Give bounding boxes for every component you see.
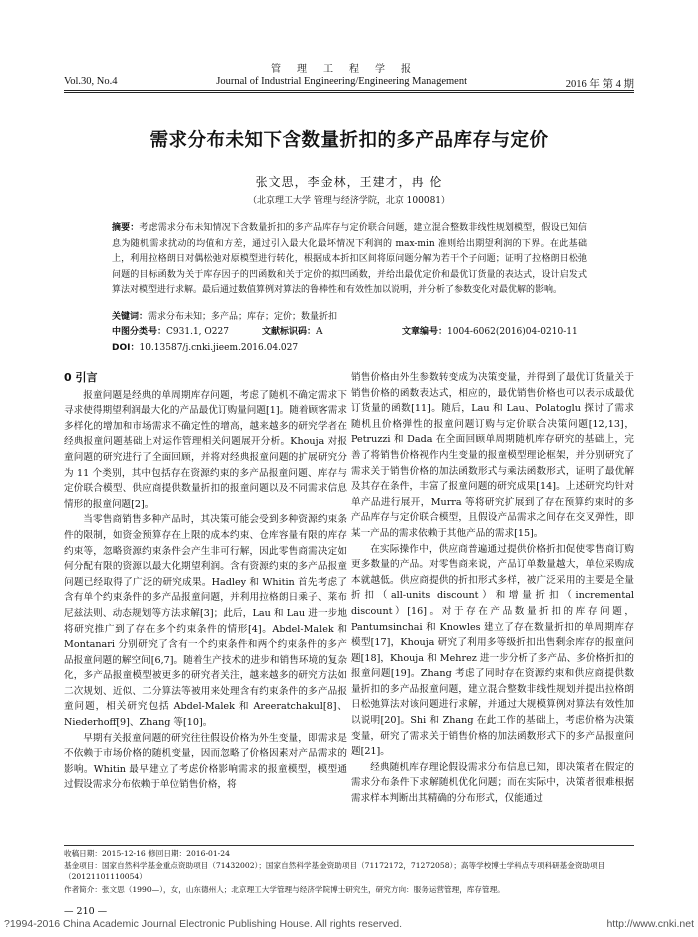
footnote-received: 收稿日期：2015-12-16 修回日期：2016-01-24 [64, 849, 230, 858]
page-number: — 210 — [64, 906, 108, 917]
keywords-label: 关键词： [112, 312, 149, 322]
copyright-text: ?1994-2016 China Academic Journal Electronic Publishing House. All rights reserved. [4, 918, 403, 930]
doi-label: DOI： [112, 343, 140, 353]
copyright-bar [0, 918, 698, 930]
paragraph: 当零售商销售多种产品时，其决策可能会受到多种资源约束条件的限制，如资金预算存在上限的成本约束、仓库容量有限的库存约束等，忽略资源约束条件会产生非可行解，因此零售商需决定如何分配有限的资源以最大化期望利润。含有资源约束的多产品报童问题已经取得了广泛的研究成果。Hadley 和 Whitin 首先考虑了含有单个约束条件的多产品报童问题，并利用拉格朗日乘子、莱布尼兹法则、动态规划等方法求解[3]；此后，Lau 和 Lau 进一步地将研究推广到了存在多个约束条件的情形[4]。Abdel-Malek 和 Montanari 分别研究了含有一个约束条件和两个约束条件的多产品报童问题的解空间[6,7]。随着生产技术的进步和销售环境的复杂化，多产品报童模型被更多的研究者关注，越来越多的研究方法如二次规划、近似、二分算法等被用来处理含有约束条件的多产品报童问题，相关研究包括 Abdel-Malek 和 Areeratchakul[8]、Niederhoff[9]、Zhang 等[10]。 [64, 514, 347, 729]
abstract-text: 考虑需求分布未知情况下含数量折扣的多产品库存与定价联合问题，建立混合整数非线性规划模型，假设已知信息为随机需求扰动的均值和方差，通过引入最大化最坏情况下利润的 max-min 准则给出期望利润的下界。在此基础上，利用拉格朗日对偶松弛对原模型进行转化，根据成本折扣区间将原问题分解为若干个子问题；证明了拉格朗日松弛问题的目标函数为关于库存因子的凹函数和关于定价的拟凹函数，并给出最优定价和最优订货量的表达式，设计启发式算法对模型进行求解。最后通过数值算例对算法的鲁棒性和有效性加以说明，并分析了参数变化对最优解的影响。 [112, 223, 587, 295]
paragraph: 在实际操作中，供应商普遍通过提供价格折扣促使零售商订购更多数量的产品。对零售商来说，产品订单数量越大，单位采购成本就越低。供应商提供的折扣形式多样，被广泛采用的主要是全量折扣（all-units discount）和增量折扣（incremental discount）[16]。对于存在产品数量折扣的库存问题，Pantumsinchai 和 Knowles 建立了存在数量折扣的单周期库存模型[17]，Khouja 研究了利用多等级折扣出售剩余库存的报童问题[18]，Khouja 和 Mehrez 进一步分析了多产品、多价格折扣的报童问题[19]。Zhang 考虑了同时存在资源约束和供应商提供数量折扣的多产品报童问题，建立混合整数非线性规划并提出拉格朗日松弛算法对该问题进行求解，并通过大规模算例对算法有效性加以说明[20]。Shi 和 Zhang 在此工作的基础上，考虑价格为决策变量，研究了需求关于销售价格的加法函数形式下的多产品报童问题[21]。 [351, 543, 634, 758]
section-heading: 0 引言 [64, 371, 98, 384]
footnote-rule [64, 845, 634, 846]
doi-value: 10.13587/j.cnki.jieem.2016.04.027 [139, 343, 299, 353]
doi-line [112, 340, 298, 353]
doc-code-label: 文献标识码： [262, 327, 317, 337]
keywords-text: 需求分布未知；多产品；库存；定价；数量折扣 [148, 312, 338, 322]
abstract-label: 摘要： [112, 223, 140, 233]
paper-title: 需求分布未知下含数量折扣的多产品库存与定价 [149, 130, 549, 151]
footnote-fund: 基金项目：国家自然科学基金重点资助项目（71432002）；国家自然科学基金资助项目（71172172，71272058）；高等学校博士学科点专项科研基金资助项目（20121101110054） [64, 861, 606, 881]
author-affiliation: （北京理工大学 管理与经济学院，北京 100081） [247, 196, 451, 206]
paragraph: 销售价格由外生参数转变成为决策变量，并得到了最优订货量关于销售价格的函数表达式，相应的，最优销售价格也可以表示成最优订货量的函数[11]。随后，Lau 和 Lau、Polatoglu 探讨了需求随机且价格弹性的报童问题订购与定价联合决策问题[12,13]，Petruzzi 和 Dada 在全面回顾单周期随机库存研究的基础上，完善了将销售价格视作内生变量的报童模型理论框架，并分别研究了需求关于销售价格的加法函数形式与乘法函数形式，证明了最优解及其存在条件，丰富了报童问题的研究成果[14]。上述研究均针对单产品进行展开，Murra 等将研究扩展到了存在预算约束时的多产品库存与定价联合模型，且假设产品需求之间存在交叉弹性，即某一产品的需求依赖于其他产品的需求[15]。 [351, 372, 634, 539]
paragraph: 经典随机库存理论假设需求分布信息已知，即决策者在假定的需求分布条件下求解随机优化问题；而在实际中，决策者很难根据需求样本判断出其精确的分布形式，仅能通过 [351, 761, 634, 805]
keywords [112, 309, 587, 322]
clc-label: 中图分类号： [112, 327, 167, 337]
paragraph: 早期有关报童问题的研究往往假设价格为外生变量，即需求是不依赖于市场价格的随机变量，因而忽略了价格因素对产品需求的影响。Whitin 最早建立了考虑价格影响需求的报童模型，模型通过假设需求分布依赖于单位销售价格，将 [64, 732, 347, 791]
footnote-author: 作者简介：张文思（1990—），女，山东德州人；北京理工大学管理与经济学院博士研究生，研究方向：服务运营管理，库存管理。 [64, 885, 505, 894]
clc-code: C931.1, O227 [166, 327, 229, 337]
abstract [112, 221, 587, 299]
body-column-left [64, 370, 347, 793]
article-number-label: 文章编号： [402, 327, 448, 337]
running-header [64, 76, 634, 91]
author-list: 张文思，李金林，王建才，冉 伦 [255, 175, 443, 189]
volume-number: Vol.30, No.4 [64, 76, 118, 87]
journal-name-en: Journal of Industrial Engineering/Engineering Management [216, 76, 467, 87]
body-column-right [351, 370, 634, 807]
header-rule-thin [64, 92, 634, 93]
classification-line [112, 324, 587, 337]
paragraph: 报童问题是经典的单周期库存问题，考虑了随机不确定需求下寻求使得期望利润最大化的产品最优订购量问题[1]。随着顾客需求多样化的增加和市场需求不确定性的增高，越来越多的研究学者在经典报童问题基础上对运作管理相关问题展开分析。Khouja 对报童问题的研究进行了全面回顾，并将对经典报童问题的扩展研究分为 11 个类别，其中包括存在资源约束的多产品报童问题、库存与定价联合模型、供应商提供数量折扣的报童问题以及不同需求信息情形的报童问题[2]。 [64, 389, 347, 510]
publisher-link[interactable]: http://www.cnki.net [606, 918, 694, 930]
header-rule [64, 90, 634, 91]
journal-name-cn: 管理工程学报 [271, 64, 427, 75]
doc-code: A [316, 327, 323, 337]
article-number: 1004-6062(2016)04-0210-11 [447, 327, 578, 337]
issue-number: 2016 年 第 4 期 [565, 79, 634, 90]
